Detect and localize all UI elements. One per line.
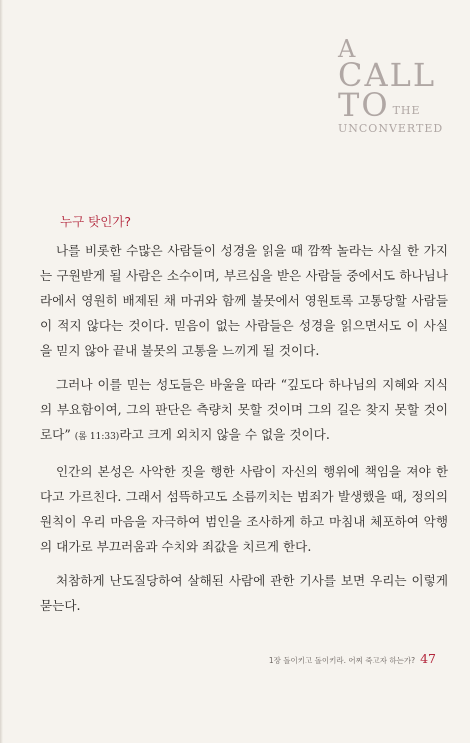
book-title-logo — [338, 35, 448, 135]
paragraph-4: 처참하게 난도질당하여 살해된 사람에 관한 기사를 보면 우리는 이렇게 묻는다. — [40, 573, 448, 613]
paragraph-2-quote: 그러나 이를 믿는 성도들은 바울을 따라 “깊도다 하나님의 지혜와 지식의 부요함이여, 그의 판단은 측량치 못할 것이며 그의 길은 찾지 못할 것이로다” — [40, 377, 448, 442]
body-text — [40, 238, 448, 618]
page-gutter-shadow — [0, 0, 3, 743]
paragraph-2-tail: 라고 크게 외치지 않을 수 없을 것이다. — [119, 427, 330, 442]
title-word-call: CALL — [338, 56, 437, 94]
title-word-the: THE — [392, 104, 421, 117]
running-head: 1장 돌이키고 돌이키라. 어찌 죽고자 하는가? — [268, 656, 416, 665]
paragraph-2 — [40, 372, 448, 450]
page-footer — [269, 651, 436, 666]
title-word-to: TO — [338, 86, 390, 124]
title-word-unconverted: UNCONVERTED — [338, 122, 444, 135]
paragraph-1: 나를 비롯한 수많은 사람들이 성경을 읽을 때 깜짝 놀라는 사실 한 가지는 구원받게 될 사람은 소수이며, 부르심을 받은 사람들 중에서도 하나님나라에서 영원히 배제된 채 마귀와 함께 불못에서 영원토록 고통당할 사람들이 적지 않다는 것이다. 믿음이 없는 사람들은 성경을 읽으면서도 이 사실을 믿지 않아 끝내 불못의 고통을 느끼게 될 것이다. — [40, 243, 448, 358]
title-word-a: A — [338, 35, 357, 63]
section-heading: 누구 탓인가? — [60, 214, 131, 229]
page-number: 47 — [420, 651, 436, 666]
paragraph-3: 인간의 본성은 사악한 짓을 행한 사람이 자신의 행위에 책임을 져야 한다고 가르친다. 그래서 섬뜩하고도 소름끼치는 범죄가 발생했을 때, 정의의 원칙이 우리 마음을 자극하여 범인을 조사하게 하고 마침내 체포하여 악행의 대가로 부끄러움과 수치와 죄값을 치르게 한다. — [40, 464, 448, 554]
scripture-reference: (롬 11:33) — [74, 432, 120, 442]
